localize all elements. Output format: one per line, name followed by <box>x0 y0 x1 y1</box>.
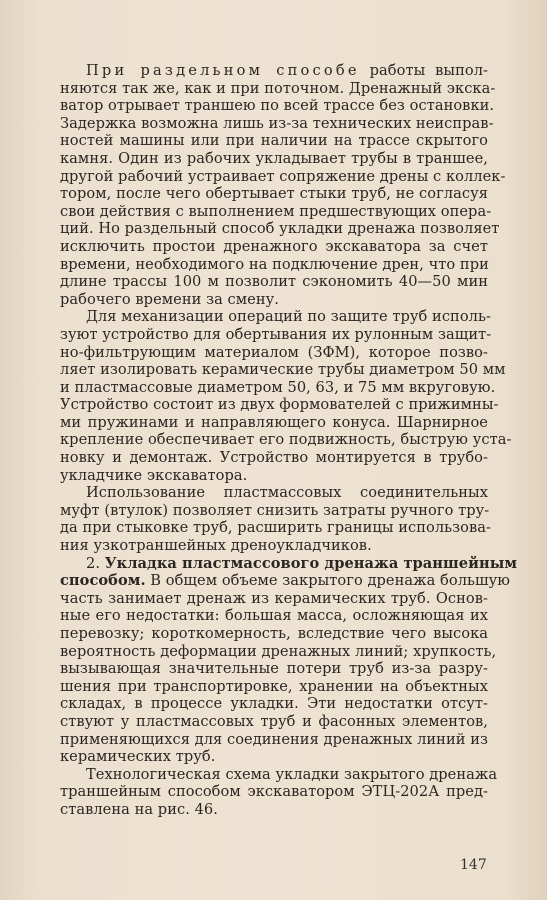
text-line: да при стыковке труб, расширить границы использова- <box>60 519 491 537</box>
text-line: исключить простои дренажного экскаватора за счет <box>60 237 488 255</box>
text-line <box>60 554 518 573</box>
paragraph-3 <box>60 484 491 555</box>
text-line: длине трассы 100 м позволит сэкономить 40—50 мин <box>60 273 488 291</box>
text-line: ствуют у пластмассовых труб и фасонных элементов, <box>60 712 488 730</box>
text-line: складах, в процессе укладки. Эти недостатки отсут- <box>60 695 488 713</box>
text-line: керамических труб. <box>60 748 216 766</box>
paragraph-4 <box>60 554 518 766</box>
section-number: 2. <box>86 554 105 572</box>
text-line: рабочего времени за смену. <box>60 290 279 308</box>
text-line: часть занимает дренаж из керамических труб. Основ- <box>60 589 488 607</box>
text-line: тором, после чего обертывает стыки труб, не согласуя <box>60 185 488 203</box>
text-line: применяющихся для соединения дренажных линий из <box>60 730 488 748</box>
text-line: няются так же, как и при поточном. Дренажный экска- <box>60 79 496 97</box>
text-line: ляет изолировать керамические трубы диаметром 50 мм <box>60 361 506 379</box>
section-heading-end: способом. <box>60 572 146 590</box>
text-line: муфт (втулок) позволяет снизить затраты ручного тру- <box>60 501 490 519</box>
section-heading: Укладка пластмассового дренажа траншейным <box>104 554 518 572</box>
paragraph-1 <box>60 62 506 308</box>
text-line: укладчике экскаватора. <box>60 466 248 484</box>
text-line: времени, необходимого на подключение дрен, что при <box>60 255 489 273</box>
text-line: ций. Но раздельный способ укладки дренажа позволяет <box>60 220 500 238</box>
text-line: камня. Один из рабочих укладывает трубы в траншее, <box>60 149 488 167</box>
text-line: траншейным способом экскаватором ЭТЦ-202А пред- <box>60 783 488 801</box>
text-line: Использование пластмассовых соединительных <box>86 484 488 502</box>
text-line: ностей машины или при наличии на трассе скрытого <box>60 132 488 150</box>
page-number: 147 <box>460 857 487 873</box>
text-line: вероятность деформации дренажных линий; хрупкость, <box>60 642 497 660</box>
text-line: крепление обеспечивает его подвижность, быструю уста- <box>60 431 512 449</box>
text-line: вызывающая значительные потери труб из-за разру- <box>60 660 488 678</box>
text-line: но-фильтрующим материалом (ЗФМ), которое позво- <box>60 343 488 361</box>
text-line: ми пружинами и направляющего конуса. Шарнирное <box>60 413 488 431</box>
text-line: Для механизации операций по защите труб исполь- <box>86 308 491 326</box>
text-line: зуют устройство для обертывания их рулонным защит- <box>60 325 492 343</box>
text-line: перевозку; короткомерность, вследствие чего высока <box>60 625 488 642</box>
paragraph-5 <box>60 765 498 819</box>
text-line: Задержка возможна лишь из-за технических неисправ- <box>60 114 494 132</box>
text-line: При раздельном способе работы выпол- <box>86 62 489 79</box>
text-line: и пластмассовые диаметром 50, 63, и 75 мм вкруговую. <box>60 378 496 396</box>
text-line: ставлена на рис. 46. <box>60 800 218 818</box>
text-line: способом. В общем объеме закрытого дренажа большую <box>60 572 511 590</box>
text-line: свои действия с выполнением предшествующих опера- <box>60 202 492 220</box>
text-line: Устройство состоит из двух формователей с прижимны- <box>60 396 499 414</box>
paragraph-2 <box>60 308 512 484</box>
text-line: ные его недостатки: большая масса, осложняющая их <box>60 607 488 625</box>
text-line: Технологическая схема укладки закрытого дренажа <box>86 765 498 783</box>
spaced-lead-in: При раздельном способе <box>86 62 360 79</box>
text-line: шения при транспортировке, хранении на объектных <box>60 677 488 695</box>
text-line: новку и демонтаж. Устройство монтируется в трубо- <box>60 449 488 467</box>
text-line: ватор отрывает траншею по всей трассе без остановки. <box>60 97 495 115</box>
text-line: ния узкотраншейных дреноукладчиков. <box>60 537 372 555</box>
page-text <box>60 62 518 819</box>
text-line: другой рабочий устраивает сопряжение дрены с коллек- <box>60 167 506 185</box>
